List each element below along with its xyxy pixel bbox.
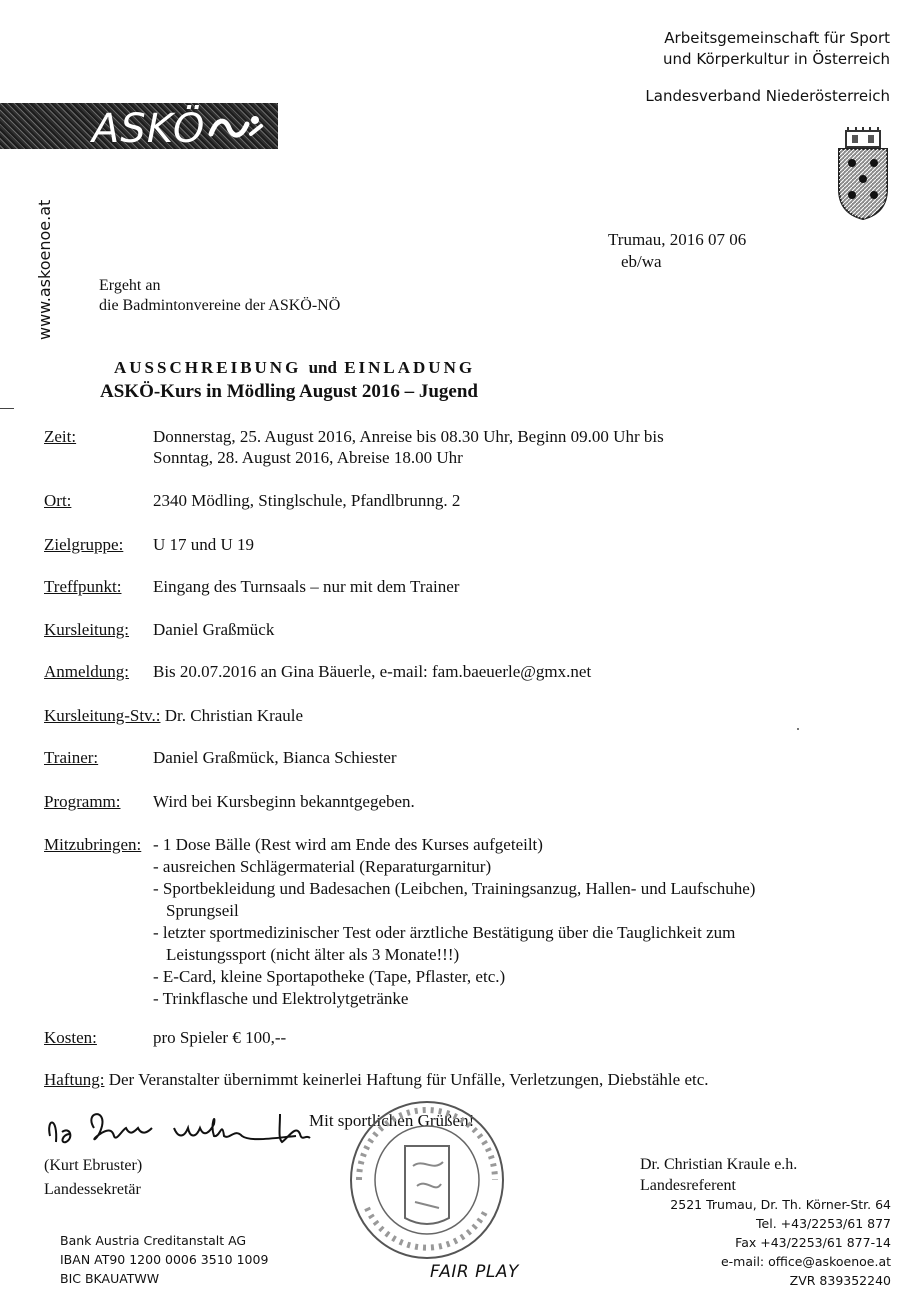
- heading-part1: AUSSCHREIBUNG: [114, 358, 302, 377]
- list-item: Leistungssport (nicht älter als 3 Monate!!!): [166, 945, 460, 964]
- reference-code: eb/wa: [621, 252, 662, 271]
- zeit-value: [153, 426, 664, 468]
- organization-header: [645, 28, 890, 107]
- ort-label: Ort:: [44, 491, 72, 510]
- zvr-number: ZVR 839352240: [789, 1273, 891, 1288]
- kursleitung-stv-label: Kursleitung-Stv.:: [44, 706, 161, 725]
- detail-row-zielgruppe: [44, 534, 255, 555]
- haftung-value: Der Veranstalter übernimmt keinerlei Haftung für Unfälle, Verletzungen, Diebstähle etc.: [108, 1070, 709, 1089]
- list-item: - Sportbekleidung und Badesachen (Leibchen, Trainingsanzug, Hallen- und Laufschuhe): [153, 879, 756, 898]
- list-item: Sprungseil: [166, 901, 239, 920]
- heading-und: und: [308, 358, 337, 377]
- detail-row-ort: [44, 490, 461, 511]
- list-item: - ausreichen Schlägermaterial (Reparaturgarnitur): [153, 857, 492, 876]
- detail-row-kosten: [44, 1027, 287, 1048]
- detail-row-kursleitung-stv: [44, 705, 303, 726]
- haftung-label: Haftung:: [44, 1070, 105, 1089]
- bank-footer: [60, 1231, 268, 1288]
- iban: IBAN AT90 1200 0006 3510 1009: [60, 1252, 269, 1267]
- bic: BIC BKAUATWW: [60, 1271, 160, 1286]
- anmeldung-label: Anmeldung:: [44, 662, 129, 681]
- anmeldung-value: Bis 20.07.2016 an Gina Bäuerle, e-mail: fam.baeuerle@gmx.net: [153, 662, 592, 681]
- recipient-block: [99, 276, 340, 316]
- zeit-label: Zeit:: [44, 427, 77, 446]
- sender-left-name: (Kurt Ebruster): [44, 1157, 143, 1174]
- trainer-label: Trainer:: [44, 748, 99, 767]
- recipient-line1: Ergeht an: [99, 277, 161, 294]
- document-heading: [114, 358, 475, 378]
- org-name-line2: und Körperkultur in Österreich: [663, 50, 890, 68]
- place-date: Trumau, 2016 07 06: [608, 230, 747, 249]
- handwritten-signature: [44, 1098, 316, 1158]
- trainer-value: Daniel Graßmück, Bianca Schiester: [153, 748, 397, 767]
- treffpunkt-label: Treffpunkt:: [44, 577, 122, 596]
- recipient-line2: die Badmintonvereine der ASKÖ-NÖ: [99, 297, 341, 314]
- zielgruppe-value: U 17 und U 19: [153, 535, 255, 554]
- treffpunkt-value: Eingang des Turnsaals – nur mit dem Trainer: [153, 577, 460, 596]
- org-name-line1: Arbeitsgemeinschaft für Sport: [664, 29, 890, 47]
- fair-play-motto: FAIR PLAY: [430, 1262, 519, 1282]
- ort-value: 2340 Mödling, Stinglschule, Pfandlbrunng. 2: [153, 491, 461, 510]
- detail-row-zeit: [44, 426, 664, 467]
- detail-row-treffpunkt: [44, 576, 460, 597]
- detail-row-mitzubringen: [44, 834, 141, 855]
- sender-right-name: Dr. Christian Kraule e.h.: [640, 1156, 798, 1173]
- kursleitung-value: Daniel Graßmück: [153, 620, 275, 639]
- detail-row-haftung: [44, 1069, 709, 1090]
- sender-right: [640, 1154, 797, 1196]
- programm-label: Programm:: [44, 792, 121, 811]
- address: 2521 Trumau, Dr. Th. Körner-Str. 64: [670, 1197, 891, 1212]
- email: e-mail: office@askoenoe.at: [720, 1254, 891, 1269]
- sender-left: [44, 1154, 142, 1202]
- closing-greeting: Mit sportlichen Grüßen!: [309, 1111, 475, 1130]
- website-url: www.askoenoe.at: [35, 199, 54, 340]
- list-item: - Trinkflasche und Elektrolytgetränke: [153, 989, 409, 1008]
- coat-of-arms-icon: [836, 127, 890, 221]
- zeit-line1: Donnerstag, 25. August 2016, Anreise bis 08.30 Uhr, Beginn 09.00 Uhr bis: [153, 427, 664, 446]
- mitzubringen-list: [153, 834, 755, 1010]
- sender-left-role: Landessekretär: [44, 1181, 141, 1198]
- asko-logo-text: ASKÖ: [92, 106, 206, 152]
- list-item: - E-Card, kleine Sportapotheke (Tape, Pflaster, etc.): [153, 967, 506, 986]
- list-item: - 1 Dose Bälle (Rest wird am Ende des Kurses aufgeteilt): [153, 835, 543, 854]
- programm-value: Wird bei Kursbeginn bekanntgegeben.: [153, 792, 415, 811]
- phone: Tel. +43/2253/61 877: [756, 1216, 891, 1231]
- asko-swoosh-icon: [207, 112, 267, 142]
- kosten-value: pro Spieler € 100,--: [153, 1028, 287, 1047]
- org-name-line3: Landesverband Niederösterreich: [645, 87, 890, 105]
- zielgruppe-label: Zielgruppe:: [44, 535, 124, 554]
- kursleitung-label: Kursleitung:: [44, 620, 129, 639]
- sender-right-role: Landesreferent: [640, 1177, 736, 1194]
- heading-part2: EINLADUNG: [344, 358, 476, 377]
- scan-speck: [797, 728, 799, 730]
- association-stamp: [347, 1098, 507, 1263]
- kursleitung-stv-value: Dr. Christian Kraule: [164, 706, 304, 725]
- detail-row-programm: [44, 791, 415, 812]
- zeit-line2: Sonntag, 28. August 2016, Abreise 18.00 Uhr: [153, 448, 463, 467]
- course-title: ASKÖ-Kurs in Mödling August 2016 – Jugend: [100, 381, 478, 402]
- detail-row-trainer: [44, 747, 397, 768]
- bank-name: Bank Austria Creditanstalt AG: [60, 1233, 247, 1248]
- asko-logo-banner: [0, 103, 278, 152]
- detail-row-kursleitung: [44, 619, 275, 640]
- detail-row-anmeldung: [44, 661, 592, 682]
- contact-footer: [670, 1195, 891, 1290]
- fax: Fax +43/2253/61 877-14: [735, 1235, 891, 1250]
- list-item: - letzter sportmedizinischer Test oder ärztliche Bestätigung über die Tauglichkeit zum: [153, 923, 736, 942]
- mitzubringen-label: Mitzubringen:: [44, 835, 142, 854]
- fold-mark: [0, 408, 14, 409]
- kosten-label: Kosten:: [44, 1028, 97, 1047]
- date-block: [608, 229, 746, 273]
